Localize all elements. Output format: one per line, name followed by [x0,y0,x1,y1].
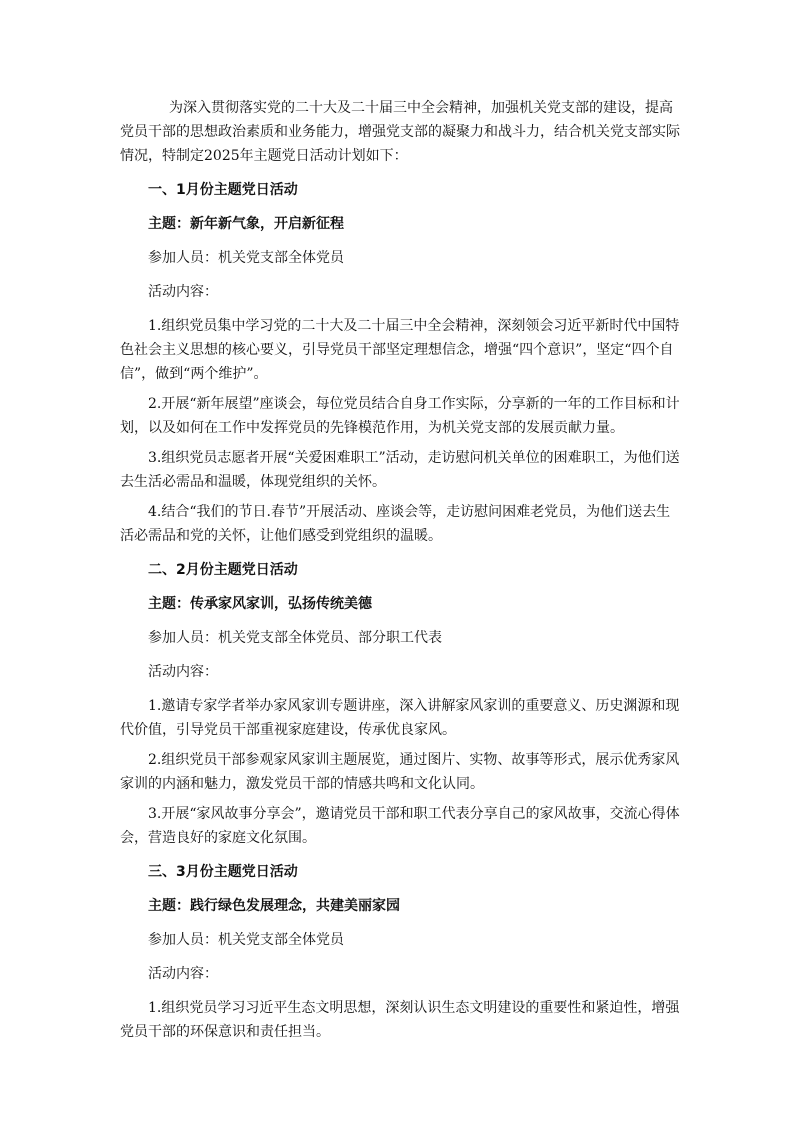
section-content-label: 活动内容： [148,284,218,300]
section-heading: 二、2月份主题党日活动 [148,562,298,578]
section-heading: 三、3月份主题党日活动 [148,864,298,880]
section-participants: 参加人员：机关党支部全体党员、部分职工代表 [148,630,442,646]
list-item: 1.邀请专家学者举办家风家训专题讲座，深入讲解家风家训的重要意义、历史渊源和现代价值，引导党员干部重视家庭建设，传承优良家风。 [120,698,680,738]
list-item: 3.组织党员志愿者开展“关爱困难职工”活动，走访慰问机关单位的困难职工，为他们送去生活必需品和温暖，体现党组织的关怀。 [120,450,680,490]
section-content-label: 活动内容： [148,966,218,982]
intro-paragraph: 为深入贯彻落实党的二十大及二十届三中全会精神，加强机关党支部的建设，提高党员干部的思想政治素质和业务能力，增强党支部的凝聚力和战斗力，结合机关党支部实际情况，特制定2025年主题党日活动计划如下： [120,100,680,164]
list-item: 3.开展“家风故事分享会”，邀请党员干部和职工代表分享自己的家风故事，交流心得体会，营造良好的家庭文化氛围。 [120,806,680,846]
list-item: 1.组织党员集中学习党的二十大及二十届三中全会精神，深刻领会习近平新时代中国特色社会主义思想的核心要义，引导党员干部坚定理想信念，增强“四个意识”，坚定“四个自信”，做到“两个维护”。 [120,318,680,382]
list-item: 2.组织党员干部参观家风家训主题展览，通过图片、实物、故事等形式，展示优秀家风家训的内涵和魅力，激发党员干部的情感共鸣和文化认同。 [120,752,680,792]
section-theme: 主题：践行绿色发展理念，共建美丽家园 [148,898,400,914]
list-item: 4.结合“我们的节日.春节”开展活动、座谈会等，走访慰问困难老党员，为他们送去生活必需品和党的关怀，让他们感受到党组织的温暖。 [120,504,671,544]
section-theme: 主题：新年新气象，开启新征程 [148,216,344,232]
section-heading: 一、1月份主题党日活动 [148,182,298,198]
section-theme: 主题：传承家风家训，弘扬传统美德 [148,596,372,612]
list-item: 1.组织党员学习习近平生态文明思想，深刻认识生态文明建设的重要性和紧迫性，增强党员干部的环保意识和责任担当。 [120,1000,680,1040]
section-participants: 参加人员：机关党支部全体党员 [148,932,344,948]
section-content-label: 活动内容： [148,664,218,680]
document-page [120,96,680,1050]
list-item: 2.开展“新年展望”座谈会，每位党员结合自身工作实际，分享新的一年的工作目标和计划，以及如何在工作中发挥党员的先锋模范作用，为机关党支部的发展贡献力量。 [120,396,680,436]
section-participants: 参加人员：机关党支部全体党员 [148,250,344,266]
